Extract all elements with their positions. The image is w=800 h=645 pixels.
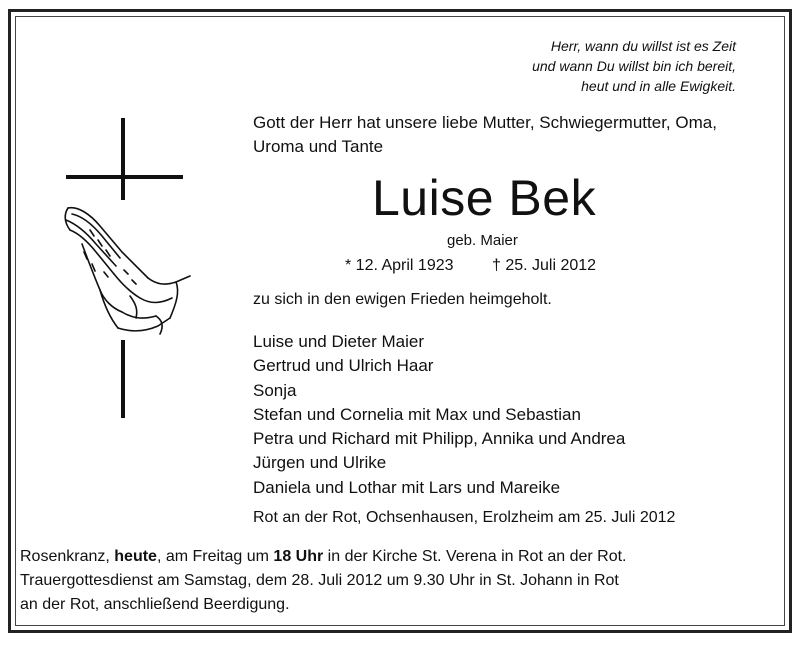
intro-text	[253, 111, 717, 159]
peace-text: zu sich in den ewigen Frieden heimgeholt.	[253, 291, 552, 308]
mourner-line: Petra und Richard mit Philipp, Annika und Andrea	[253, 429, 626, 449]
cross-bar	[66, 175, 183, 179]
intro-line: Gott der Herr hat unsere liebe Mutter, Schwiegermutter, Oma,	[253, 113, 717, 132]
mourner-line: Sonja	[253, 380, 297, 400]
deceased-name: Luise Bek	[372, 170, 597, 226]
rosary-text: in der Kirche St. Verena in Rot an der Rot.	[323, 548, 627, 565]
mourner-line: Gertrud und Ulrich Haar	[253, 356, 434, 376]
mourner-line: Jürgen und Ulrike	[253, 453, 387, 473]
mourner-line: Daniela und Lothar mit Lars und Mareike	[253, 477, 561, 497]
rosary-line	[20, 545, 627, 569]
verse-line: heut und in alle Ewigkeit.	[581, 78, 736, 94]
death-date: † 25. Juli 2012	[491, 257, 597, 274]
intro-line: Uroma und Tante	[253, 137, 384, 156]
verse-line: Herr, wann du willst ist es Zeit	[550, 38, 736, 54]
funeral-line: an der Rot, anschließend Beerdigung.	[20, 596, 290, 613]
life-dates	[345, 257, 596, 275]
funeral-line: Trauergottesdienst am Samstag, dem 28. Juli 2012 um 9.30 Uhr in St. Johann in Rot	[20, 572, 619, 589]
verse-block	[488, 36, 736, 96]
rosary-text: , am Freitag um	[156, 548, 274, 565]
rosary-time: 18 Uhr	[273, 548, 324, 565]
service-info	[20, 545, 627, 617]
birth-date: * 12. April 1923	[345, 257, 454, 274]
place-and-date: Rot an der Rot, Ochsenhausen, Erolzheim am 25. Juli 2012	[253, 509, 676, 526]
mourners-list	[253, 330, 625, 500]
mourner-line: Stefan und Cornelia mit Max und Sebastian	[253, 404, 581, 424]
maiden-name: geb. Maier	[447, 232, 518, 249]
rosary-today: heute	[114, 548, 157, 565]
mourner-line: Luise und Dieter Maier	[253, 332, 425, 351]
verse-line: und wann Du willst bin ich bereit,	[532, 58, 736, 74]
praying-hands-icon	[60, 200, 195, 340]
rosary-text: Rosenkranz,	[20, 548, 115, 565]
